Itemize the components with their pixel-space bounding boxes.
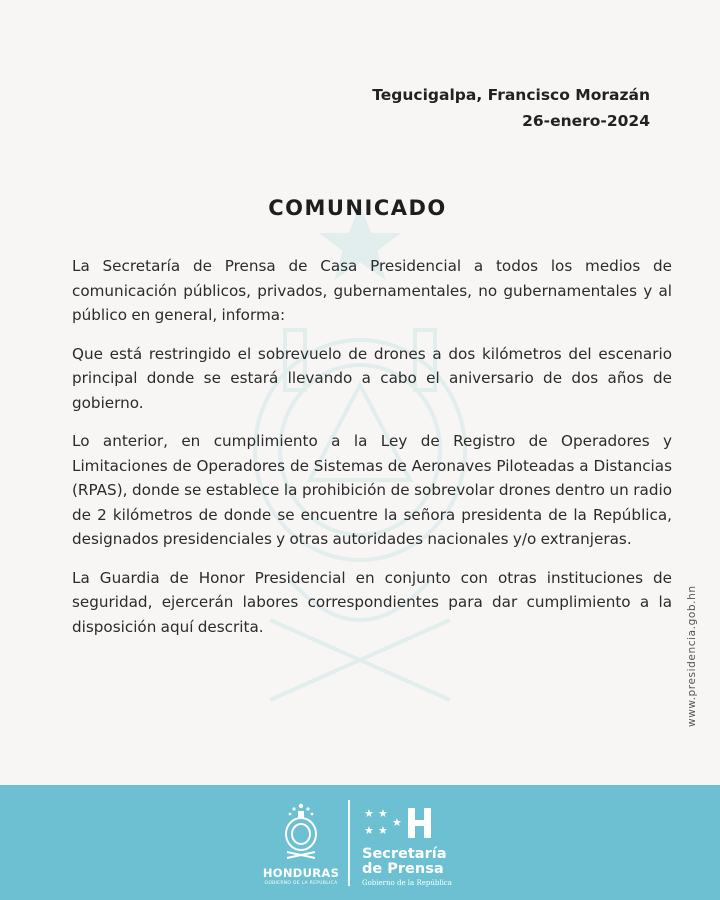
secretaria-title	[362, 847, 502, 877]
website-url: www.presidencia.gob.hn	[686, 585, 698, 727]
paragraph: Que está restringido el sobrevuelo de drones a dos kilómetros del escenario principal donde se estará llevando a cabo el aniversario de dos años de gobierno.	[72, 344, 672, 412]
place-line: Tegucigalpa, Francisco Morazán	[372, 86, 650, 104]
paragraph: Lo anterior, en cumplimiento a la Ley de Registro de Operadores y Limitaciones de Operadores de Sistemas de Aeronaves Piloteadas a Distancias (RPAS), donde se establece la prohibición de sobrevolar drones dentro un radio de 2 kilómetros de donde se encuentre la señora presidenta de la República, designados presidenciales y otras autoridades nacionales y/o extranjeras.	[72, 432, 672, 548]
secretaria-subtitle: Gobierno de la República	[362, 879, 452, 887]
date-line: 26-enero-2024	[522, 112, 650, 130]
secretaria-title-line1: Secretaría	[362, 846, 447, 862]
svg-text:★: ★	[378, 824, 388, 837]
secretaria-prensa-logo	[362, 806, 502, 887]
footer-banner	[0, 785, 720, 900]
svg-text:★: ★	[378, 807, 388, 820]
footer-divider	[348, 800, 350, 886]
svg-text:★: ★	[364, 807, 374, 820]
svg-text:★: ★	[364, 824, 374, 837]
paragraph: La Guardia de Honor Presidencial en conjunto con otras instituciones de seguridad, ejercerán labores correspondientes para dar cumplimiento a la disposición aquí descrita.	[72, 568, 672, 636]
honduras-logo	[258, 802, 344, 886]
honduras-coat-of-arms-icon	[279, 802, 323, 860]
honduras-subtitle: GOBIERNO DE LA REPÚBLICA	[264, 881, 338, 886]
communique-body	[72, 254, 672, 653]
page-title: COMUNICADO	[268, 196, 447, 220]
place-and-date	[372, 82, 650, 134]
svg-text:★: ★	[392, 816, 402, 829]
honduras-name: HONDURAS	[262, 866, 340, 880]
paragraph: La Secretaría de Prensa de Casa Presidencial a todos los medios de comunicación públicos, privados, gubernamentales, no gubernamentales y al público en general, informa:	[72, 257, 672, 324]
secretaria-title-line2: de Prensa	[362, 861, 444, 877]
stars-h-icon	[362, 806, 434, 840]
